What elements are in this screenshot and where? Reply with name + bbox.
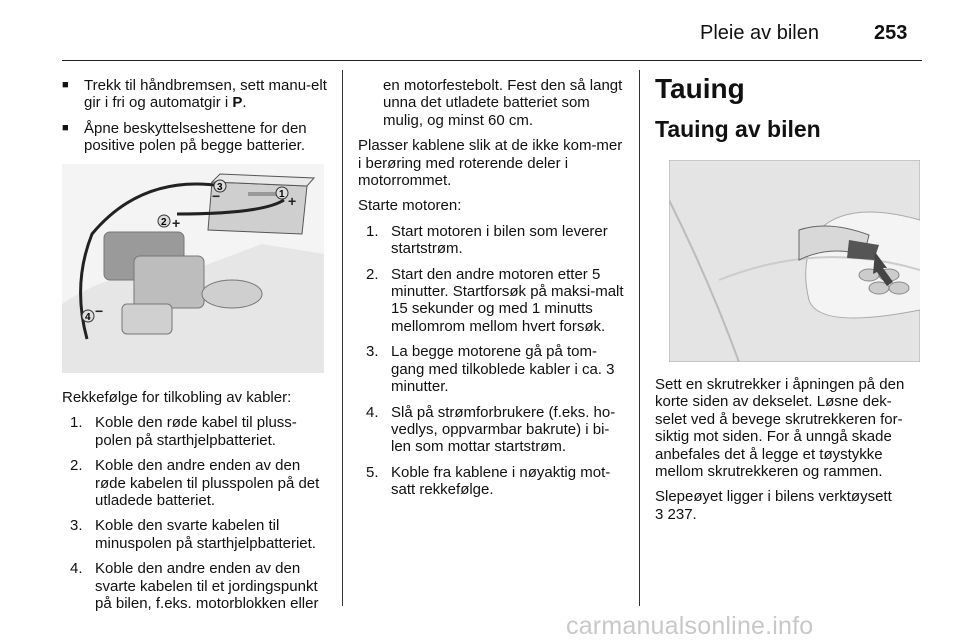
label-2: 2 [161, 217, 167, 228]
svg-text:+: + [288, 193, 297, 209]
jump-start-illustration [62, 164, 324, 373]
page-number: 253 [874, 22, 908, 44]
page-reference: 3 237. [655, 505, 697, 523]
watermark: carmanualsonline.info [566, 612, 814, 640]
list-item: 4. Koble den andre enden av den svarte kabelen til et jordingspunkt på bilen, f.eks. motorblokken eller [70, 560, 319, 613]
column-1-steps [62, 389, 328, 620]
intro-text: Rekkefølge for tilkobling av kabler: [62, 389, 292, 406]
header-rule [62, 60, 922, 61]
label-4: 4 [85, 312, 91, 323]
list-item: 1. Start motoren i bilen som leverer startstrøm. [366, 222, 608, 258]
list-item: 3. Koble den svarte kabelen til minuspolen på starthjelpbatteriet. [70, 517, 316, 552]
subsection-heading: Tauing av bilen [655, 116, 821, 142]
svg-text:−: − [95, 303, 104, 319]
paragraph: Slepeøyet ligger i bilens verktøysett [655, 488, 892, 506]
list-item: 5. Koble fra kablene i nøyaktig mot-satt rekkefølge. [366, 463, 611, 499]
column-3 [655, 376, 921, 531]
list-item: 1. Koble den røde kabel til pluss-polen på starthjelpbatteriet. [70, 414, 297, 449]
bullet-item: ■ Trekk til håndbremsen, sett manu-elt gir i fri og automatgir i P. [62, 77, 327, 112]
label-1: 1 [279, 189, 285, 200]
bullet-square-icon: ■ [62, 79, 69, 91]
column-divider-2 [639, 70, 640, 606]
column-2 [358, 77, 628, 507]
paragraph: Sett en skrutrekker i åpningen på den korte siden av dekselet. Løsne dek-selet ved å bevege skrutrekkeren for-siktig mot siden. For å unngå skade anbefales det å legge et tøystykke mellom skrutrekkeren og rammen. [655, 376, 905, 481]
list-item: 2. Start den andre motoren etter 5 minutter. Startforsøk på maksi-malt 15 sekunder og med 1 minutts mellomrom mellom hvert forsøk. [366, 265, 624, 335]
tow-eye-cover-illustration [669, 160, 920, 362]
list-item: 2. Koble den andre enden av den røde kabelen til plusspolen på det utladede batteriet. [70, 457, 320, 510]
column-divider-1 [342, 70, 343, 606]
bullet-square-icon: ■ [62, 121, 69, 134]
list-item: 3. La begge motorene gå på tom-gang med tilkoblede kabler i ca. 3 minutter. [366, 343, 615, 396]
paragraph: Starte motoren: [358, 197, 462, 215]
continued-text: en motorfestebolt. Fest den så langt unna det utladete batteriet som mulig, og minst 60 cm. [383, 77, 623, 129]
label-3: 3 [217, 182, 223, 193]
list-item: 4. Slå på strømforbrukere (f.eks. ho-vedlys, oppvarmbar bakrute) i bi-len som mottar startstrøm. [366, 403, 616, 456]
page-header-title: Pleie av bilen [700, 22, 819, 44]
section-heading: Tauing [655, 73, 745, 104]
column-1 [62, 77, 328, 163]
bullet-item: ■ Åpne beskyttelseshettene for den positive polen på begge batterier. [62, 119, 307, 155]
svg-text:−: − [212, 188, 221, 204]
svg-text:+: + [172, 215, 181, 231]
paragraph: Plasser kablene slik at de ikke kom-mer i berøring med roterende deler i motorrommet. [358, 137, 623, 190]
